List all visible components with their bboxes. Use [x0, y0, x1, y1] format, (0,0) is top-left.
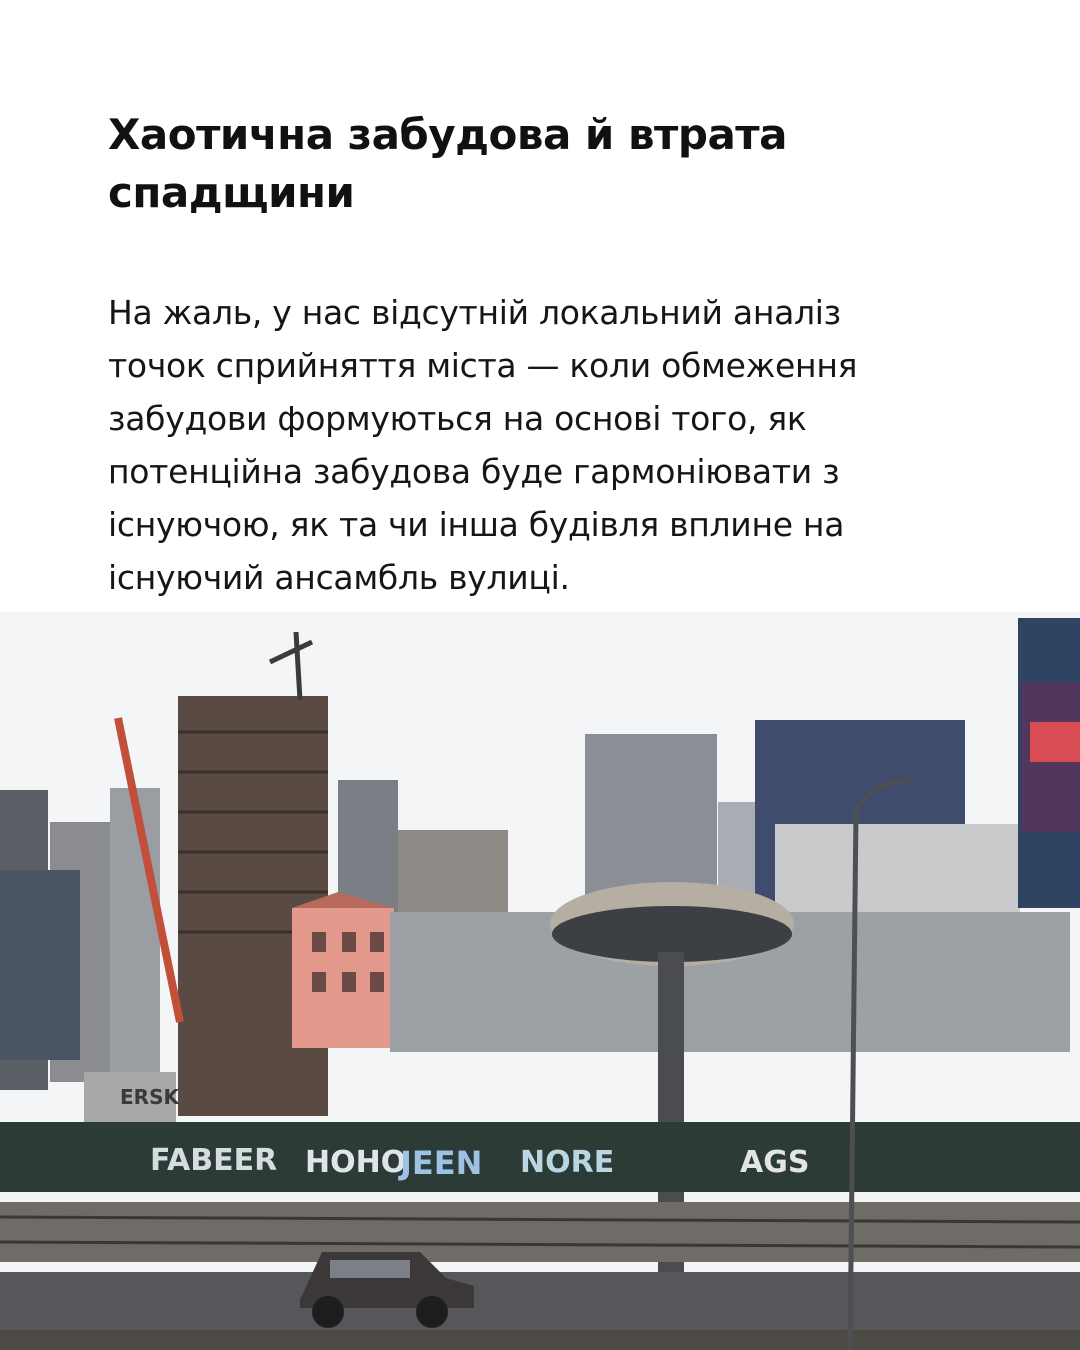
- graffiti-tag: JEEN: [400, 1144, 483, 1182]
- container-label: ERSK: [120, 1085, 179, 1109]
- slide-title: Хаотична забудова й втрата спадщини: [108, 110, 787, 217]
- city-photo: [0, 612, 1080, 1350]
- graffiti-tag: AGS: [740, 1145, 810, 1180]
- pink-historic-building: [292, 892, 394, 1048]
- graffiti-tag: FABEER: [150, 1143, 278, 1178]
- billboard: [1018, 618, 1080, 908]
- container: [84, 1072, 180, 1122]
- railway-tracks: [0, 1202, 1080, 1262]
- glass-building: [0, 870, 80, 1060]
- graffiti-wall: [0, 1122, 1080, 1192]
- graffiti-tag: HOHO: [305, 1145, 407, 1180]
- slide-body-text: На жаль, у нас відсутній локальний аналіз точок сприйняття міста — коли обмеження забудови формуються на основі того, як потенційна забудова буде гармоніювати з існуючою, як та чи інша будівля вплине на існуючий ансамбль вулиці.: [108, 293, 858, 597]
- graffiti-tag: NORE: [520, 1145, 615, 1180]
